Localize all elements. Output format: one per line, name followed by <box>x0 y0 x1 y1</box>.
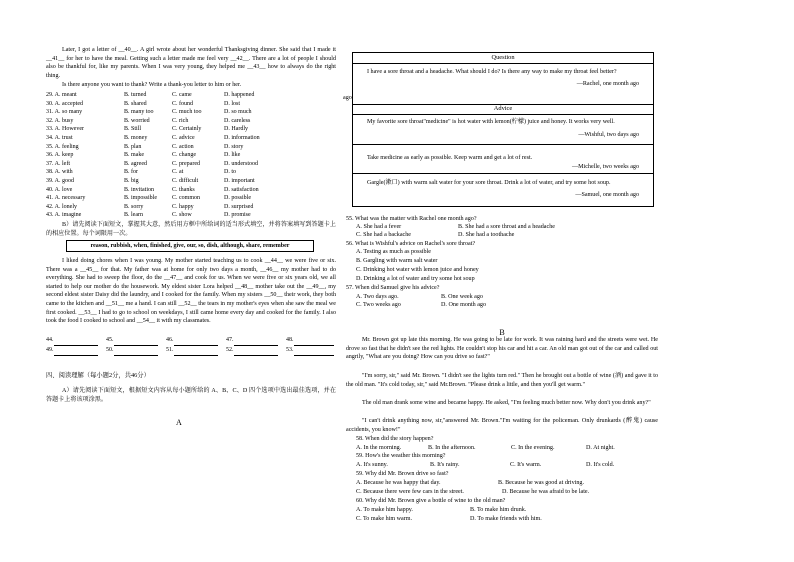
option-cell[interactable]: C. change <box>172 152 196 159</box>
advice-1-text: My favorite sore throat"medicine" is hot water with lemon(柠檬) juice and honey. It works very well. <box>367 119 615 125</box>
option-cell[interactable]: C. Certainly <box>172 126 202 133</box>
option[interactable]: B. She had a sore throat and a headache <box>458 224 555 230</box>
option-cell[interactable]: D. like <box>224 152 241 159</box>
option-cell[interactable]: B. make <box>124 152 144 159</box>
option[interactable]: C. In the evening. <box>511 445 555 451</box>
option-cell[interactable]: C. rich <box>172 117 189 124</box>
passage-b-label: B <box>499 328 505 337</box>
option-cell[interactable]: B. plan <box>124 143 142 150</box>
answer-line[interactable] <box>174 336 218 346</box>
option-cell[interactable]: B. shared <box>124 100 147 107</box>
option[interactable]: B. It's rainy. <box>430 462 460 468</box>
word-box: reason, rubbish, when, finished, give, our, so, dish, although, share, remember <box>66 240 314 252</box>
option-cell[interactable]: B. learn <box>124 212 143 219</box>
option[interactable]: D. She had a toothache <box>458 232 515 238</box>
option-cell[interactable]: 31. A. so many <box>46 109 83 116</box>
option[interactable]: D. It's cold. <box>586 462 615 468</box>
option[interactable]: D. Drinking a lot of water and try some hot soup <box>356 276 475 282</box>
blank-number: 48. <box>286 337 294 343</box>
passage-b-para2: "I'm sorry, sir," said Mr. Brown. "I didn't see the lights turn red." Then he brought out a bottle of wine (酒) and gave it to the old man. "It's cold today, sir," said Mr.Brown. "Please drink a little, and then you'll get warm." <box>346 373 658 388</box>
question-header: Question <box>491 54 515 61</box>
passage-ending: Later, I got a letter of __40__. A girl wrote about her wonderful Thanksgiving dinner. She said that I made it __41__ for her to have the meal. Getting such a letter made me feel very __42__. There are a lot of people I should also be thankful for, like my parents. When I was very young, they helped me __43__ how to always do the right thing. <box>46 47 336 79</box>
option-cell[interactable]: C. advice <box>172 134 195 141</box>
option-cell[interactable]: 37. A. left <box>46 160 70 167</box>
section-4-heading: 四、阅读理解（每小题2分，共46分） <box>46 372 150 379</box>
option-row <box>46 134 304 143</box>
option[interactable]: A. To make him happy. <box>356 507 413 513</box>
option-row <box>46 100 304 109</box>
option[interactable]: C. To make him warm. <box>356 516 412 522</box>
section-4-instruction: A）请先阅读下面短文，根据短文内容从每小题所给的 A、B、C、D 四个选项中选出最佳选项，并在答题卡上将该项涂黑。 <box>46 388 336 403</box>
option-row <box>46 186 304 195</box>
answer-line[interactable] <box>114 336 158 346</box>
option-cell[interactable]: D. understood <box>224 160 258 167</box>
passage-b-para1: Mr. Brown got up late this morning. He was going to be late for work. It was raining hard and the streets were wet. He drove so fast that he didn't see the red lights. He couldn't stop his car and hit a car. An old man got out of the car and called out angrily, "What are you doing? How can you drive so fast?" <box>346 337 658 361</box>
blank-number: 52. <box>226 347 234 353</box>
option-cell[interactable]: C. much too <box>172 109 202 116</box>
option-cell[interactable]: C. prepared <box>172 160 200 167</box>
option-cell[interactable]: 32. A. busy <box>46 117 74 124</box>
option-cell[interactable]: B. agreed <box>124 160 147 167</box>
question-56: 56. What is Wishful's advice on Rachel's sore throat? <box>346 241 476 247</box>
option-cell[interactable]: D. to <box>224 169 236 176</box>
option-cell[interactable]: 33. A. However <box>46 126 84 133</box>
option-cell[interactable]: 38. A. with <box>46 169 73 176</box>
option-cell[interactable]: 41. A. necessary <box>46 195 86 202</box>
answer-line[interactable] <box>174 346 218 356</box>
question-58: 58. When did the story happen? <box>356 436 434 442</box>
option-cell[interactable]: C. found <box>172 100 193 107</box>
option-cell[interactable]: B. worried <box>124 117 150 124</box>
answer-line[interactable] <box>234 336 278 346</box>
blank-number: 50. <box>106 347 114 353</box>
option-cell[interactable]: D. important <box>224 177 255 184</box>
option-cell[interactable]: C. at <box>172 169 184 176</box>
options-table <box>46 91 304 220</box>
option[interactable]: A. She had a fever <box>356 224 402 230</box>
advice-2-text: Take medicine as early as possible. Keep warm and get a lot of rest. <box>367 155 533 161</box>
question-55: 55. What was the matter with Rachel one month ago? <box>346 216 477 222</box>
option-cell[interactable]: C. happy <box>172 203 194 210</box>
answer-line[interactable] <box>54 346 98 356</box>
option-cell[interactable]: 42. A. lonely <box>46 203 77 210</box>
option[interactable]: B. To make him drunk. <box>470 507 527 513</box>
passage-a-label: A <box>176 418 182 427</box>
blank-number: 47. <box>226 337 234 343</box>
answer-line[interactable] <box>114 346 158 356</box>
answer-line[interactable] <box>234 346 278 356</box>
option-cell[interactable]: B. many too <box>124 109 154 116</box>
option[interactable]: C. Two weeks ago <box>356 302 401 308</box>
option-row <box>46 194 304 203</box>
option-cell[interactable]: B. money <box>124 134 148 141</box>
option[interactable]: D. Because he was afraid to be late. <box>502 489 590 495</box>
option-cell[interactable]: D. promise <box>224 212 251 219</box>
blank-number: 53. <box>286 347 294 353</box>
option[interactable]: A. Testing as much as possible <box>356 249 431 255</box>
option-cell[interactable]: 29. A. meant <box>46 92 77 98</box>
question-57: 57. When did Samuel give his advice? <box>346 285 440 291</box>
answer-line[interactable] <box>54 336 98 346</box>
option-cell[interactable]: D. possible <box>224 195 251 202</box>
option[interactable]: B. One week ago <box>441 294 483 300</box>
option-cell[interactable]: C. thanks <box>172 186 195 193</box>
option-cell[interactable]: D. lost <box>224 100 241 107</box>
option[interactable]: A. Because he was happy that day. <box>356 480 441 486</box>
option-row <box>46 125 304 134</box>
passage-b-para3: The old man drank some wine and became happy. He asked, "I'm feeling much better now. Why don't you drink any?" <box>362 400 651 406</box>
answer-line[interactable] <box>294 336 334 346</box>
answer-line[interactable] <box>294 346 334 356</box>
option-cell[interactable]: 34. A. trust <box>46 134 73 141</box>
option-row <box>46 203 304 212</box>
question-59b: 59. Why did Mr. Brown drive so fast? <box>356 471 449 477</box>
option[interactable]: B. Gargling with warm salt water <box>356 258 438 264</box>
option[interactable]: C. Drinking hot water with lemon juice and honey <box>356 267 479 273</box>
option-cell[interactable]: C. show <box>172 212 192 219</box>
blank-number: 51. <box>166 347 174 353</box>
option-cell[interactable]: 35. A. feeling <box>46 143 79 150</box>
option-cell[interactable]: D. story <box>224 143 244 150</box>
advice-3-text: Gargle(漱口) with warm salt water for your sore throat. Drink a lot of water, and try some hot soup. <box>367 180 611 186</box>
question-author: —Rachel, one month ago <box>576 81 639 87</box>
option-cell[interactable]: B. impossible <box>124 195 158 202</box>
question-60: 60. Why did Mr. Brown give a bottle of wine to the old man? <box>356 498 506 504</box>
advice-header: Advice <box>493 105 513 112</box>
question-59: 59. How's the weather this morning? <box>356 453 446 459</box>
section-b-instruction: B）请先阅读下面短文，掌握其大意，然后用方框中所给词的适当形式填空，并将答案填写到答题卡上的相应位置。每个词限用一次。 <box>46 222 336 237</box>
option-cell[interactable]: D. information <box>224 134 260 141</box>
option[interactable]: A. Two days ago. <box>356 294 399 300</box>
option-row <box>46 143 304 152</box>
option-cell[interactable]: B. Still <box>124 126 142 133</box>
advice-2-author: —Michelle, two weeks ago <box>571 164 639 170</box>
blank-number: 46. <box>166 337 174 343</box>
option-cell[interactable]: 40. A. love <box>46 186 73 193</box>
blank-number: 49. <box>46 347 54 353</box>
option-cell[interactable]: 36. A. keep <box>46 152 74 159</box>
option-cell[interactable]: B. for <box>124 169 138 176</box>
option-cell[interactable]: 43. A. imagine <box>46 212 82 219</box>
advice-3-author: —Samuel, one month ago <box>575 192 639 198</box>
option[interactable]: C. It's warm. <box>510 462 542 468</box>
option[interactable]: A. It's sunny. <box>356 462 388 468</box>
option-cell[interactable]: C. common <box>172 195 200 202</box>
option[interactable]: D. To make friends with him. <box>470 516 542 522</box>
advice-table: Question I have a sore throat and a headache. What should I do? Is there any way to make my throat feel better? ago —Rachel, one month ago Advice My favorite sore throat"medicine" is hot water with lemon(柠檬) juice and honey. It works very well. —Wishful, two days ago Take medicine as early as possible. Keep warm and get a lot of rest. —Michelle, two weeks ago Gargle(漱口) with warm salt water for your sore throat. Drink a lot of water, and try some hot soup. —Samuel, one month ago <box>352 52 654 207</box>
option-cell[interactable]: D. careless <box>224 117 251 124</box>
option-row <box>46 177 304 186</box>
option-cell[interactable]: 30. A. accepted <box>46 100 83 107</box>
option-row <box>46 211 304 220</box>
passage-b-para4: "I can't drink anything now, sir,"answered Mr. Brown."I'm waiting for the policeman. Only drunkards (醉鬼) cause accidents, you know!" <box>346 418 658 433</box>
option-row <box>46 160 304 169</box>
option[interactable]: C. Because there were few cars in the street. <box>356 489 464 495</box>
passage-question: Is there anyone you want to thank? Write a thank-you letter to him or her. <box>62 82 242 88</box>
option-cell[interactable]: C. came <box>172 92 192 98</box>
option-cell[interactable]: B. turned <box>124 92 147 98</box>
option-cell[interactable]: 39. A. good <box>46 177 75 184</box>
option-row <box>46 168 304 177</box>
option-cell[interactable]: C. action <box>172 143 194 150</box>
option-row <box>46 91 304 100</box>
passage-b: I liked doing chores when I was young. My mother started teaching us to cook __44__ we were five or six. There was a __45__ for that. My father was at home for only two days a month, __46__ my mother had to do everything. She had to sweep the floor, do the __47__ and cook for us. When we were five or six years old, we all started to help our mother do the housework. My eldest sister Lora helped __48__ mother take out the __49__, my second eldest sister Daisy did the laundry, and I cooked for the family. When my sisters __50__ their work, they both came to the kitchen and __51__ me a hand. I can still __52__ the tears in my mother's eyes when she saw the meal we first cooked. __53__ I had to go to school on weekdays, I still came home every day and cooked for the family. I also took the food I cooked to school and __54__ it with my classmates. <box>46 258 336 325</box>
option-row <box>46 117 304 126</box>
option-cell[interactable]: D. happened <box>224 92 255 98</box>
option-cell[interactable]: D. Hardly <box>224 126 248 133</box>
advice-1-author: —Wishful, two days ago <box>578 132 639 138</box>
option-cell[interactable]: D. so much <box>224 109 252 116</box>
option-cell[interactable]: D. surprised <box>224 203 254 210</box>
option[interactable]: C. She had a backache <box>356 232 411 238</box>
option[interactable]: A. In the morning. <box>356 445 402 451</box>
option-cell[interactable]: B. big <box>124 177 139 184</box>
option[interactable]: D. One month ago <box>441 302 487 308</box>
option-row <box>46 151 304 160</box>
option-row <box>46 108 304 117</box>
blank-number: 45. <box>106 337 114 343</box>
option-cell[interactable]: D. satisfaction <box>224 186 259 193</box>
option[interactable]: B. In the afternoon. <box>428 445 476 451</box>
blank-number: 44. <box>46 337 54 343</box>
question-text: I have a sore throat and a headache. What should I do? Is there any way to make my throat feel better? <box>367 69 617 75</box>
option[interactable]: D. At night. <box>586 445 615 451</box>
option-cell[interactable]: B. invitation <box>124 186 154 193</box>
option-cell[interactable]: C. difficult <box>172 177 199 184</box>
option-cell[interactable]: B. sorry <box>124 203 144 210</box>
option[interactable]: B. Because he was good at driving. <box>498 480 584 486</box>
